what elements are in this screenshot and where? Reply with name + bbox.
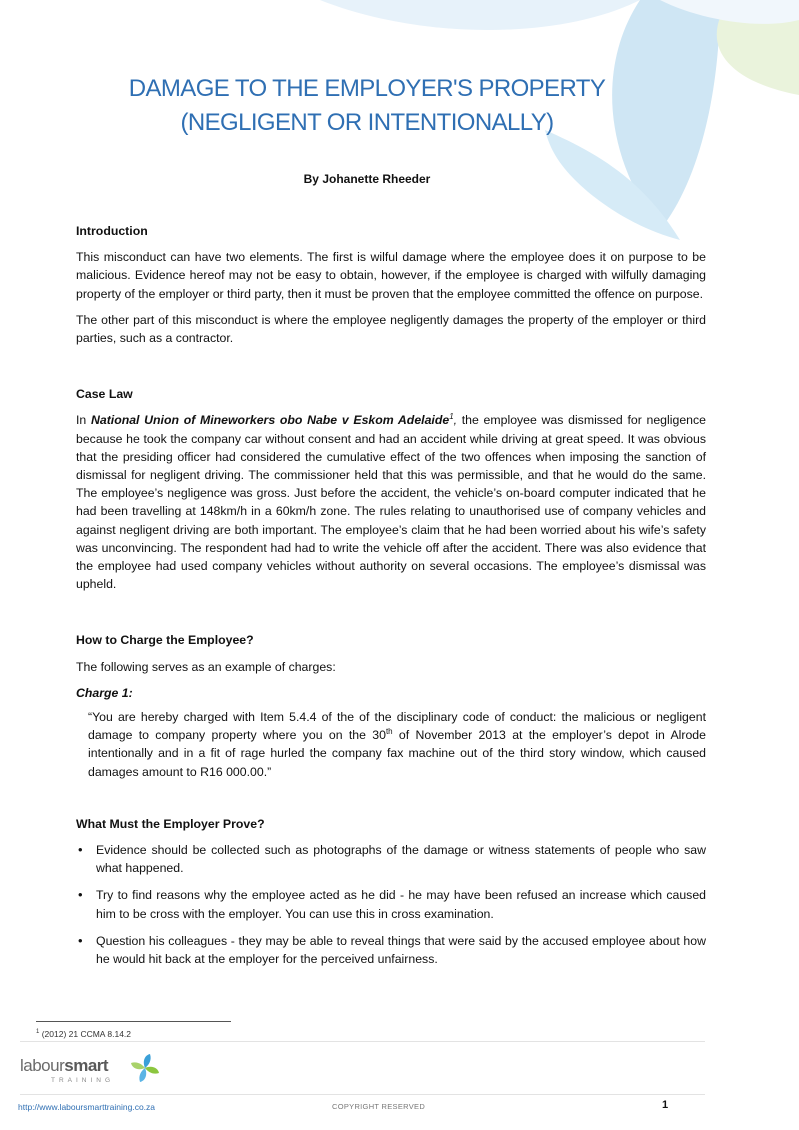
footer-copyright: COPYRIGHT RESERVED <box>332 1102 426 1111</box>
charge-section <box>76 631 706 780</box>
introduction-section <box>76 222 706 347</box>
document-body <box>76 222 706 977</box>
footnote-number: 1 <box>36 1029 40 1036</box>
charge-quote-part-1: “You are hereby charged with Item 5.4.4 of the of the disciplinary code of conduct: the malicious or negligent damage to company property where you on the 30 <box>88 710 706 743</box>
author-byline: By Johanette Rheeder <box>303 172 431 186</box>
prove-bullet-list <box>76 841 706 968</box>
list-item-text: Question his colleagues - they may be able to reveal things that were said by the accused employee about how he would hit back at the employer for the perceived unfairness. <box>96 933 706 967</box>
document-title <box>76 72 658 140</box>
background-blue-petal <box>320 0 640 30</box>
bullet-icon: • <box>78 932 83 948</box>
logo-subtitle: TRAINING <box>51 1077 115 1084</box>
charge-quote-part-2: of November 2013 at the employer’s depot in Alrode intentionally and in a fit of rage hurled the company fax machine out of the third story window, which caused damages amount to R16 000.00.” <box>88 728 706 779</box>
list-item <box>76 841 706 877</box>
bullet-icon: • <box>78 842 83 858</box>
footnote <box>36 1029 131 1039</box>
charge-label: Charge 1: <box>76 685 133 700</box>
logo-word-light: labour <box>20 1056 65 1075</box>
footnote-reference: 1 <box>449 412 454 422</box>
footer-divider-top <box>20 1041 705 1042</box>
list-item-text: Evidence should be collected such as photographs of the damage or witness statements of people who saw what happened. <box>96 843 706 876</box>
charge-quote-ordinal: th <box>385 727 393 737</box>
bullet-icon: • <box>78 887 83 903</box>
employer-prove-section <box>76 815 706 968</box>
list-item <box>76 886 706 922</box>
case-law-heading: Case Law <box>76 387 133 402</box>
employer-prove-heading: What Must the Employer Prove? <box>76 816 265 831</box>
citation-comma: , <box>453 413 458 428</box>
introduction-heading: Introduction <box>76 224 148 238</box>
case-law-section <box>76 385 706 593</box>
footnote-text: (2012) 21 CCMA 8.14.2 <box>39 1029 132 1039</box>
footer-divider-bottom <box>20 1094 705 1095</box>
footer-website-link[interactable]: http://www.laboursmarttraining.co.za <box>18 1102 156 1112</box>
logo-pinwheel-icon <box>130 1053 160 1083</box>
logo-word-bold: smart <box>64 1056 109 1075</box>
list-item <box>76 932 706 968</box>
logo-wordmark <box>20 1056 108 1076</box>
title-line-1: DAMAGE TO THE EMPLOYER'S PROPERTY <box>128 75 606 102</box>
introduction-paragraph-1: This misconduct can have two elements. The first is wilful damage where the employee does it on purpose to be malicious. Evidence hereof may not be easy to obtain, however, if the employee is charged with wilfully damaging property of the employer or third party, then it must be proven that the employee committed the offence on purpose. <box>76 250 706 301</box>
charge-heading: How to Charge the Employee? <box>76 633 254 648</box>
case-law-paragraph <box>76 411 706 593</box>
title-line-2: (NEGLIGENT OR INTENTIONALLY) <box>180 109 554 136</box>
list-item-text: Try to find reasons why the employee acted as he did - he may have been refused an increase which caused him to be cross with the employer. You can use this in cross examination. <box>96 888 706 921</box>
charge-intro: The following serves as an example of charges: <box>76 659 336 674</box>
case-law-lead: In <box>76 413 87 428</box>
page-number: 1 <box>662 1099 669 1111</box>
charge-quote <box>88 708 706 781</box>
introduction-paragraph-2: The other part of this misconduct is where the employee negligently damages the property of the employer or third parties, such as a contractor. <box>76 312 706 346</box>
case-law-body: the employee was dismissed for negligence because he took the company car without consent and had an accident while driving at great speed. It was obvious that the presiding officer had considered the cumulative effect of the two offences when imposing the sanction of dismissal for negligent driving. The commissioner held that this was permissible, and that he would do the same. The employee’s negligence was gross. Just before the accident, the vehicle’s on-board computer indicated that he had been travelling at 148km/h in a 60km/h zone. The rules relating to unauthorised use of company vehicles and against negligent driving are both important. The employee’s claim that he had been worried about his wife’s safety was unconvincing. The respondent had had to write the vehicle off after the accident. There was also evidence that the employee had used company vehicles without authority on several occasions. The employee’s dismissal was upheld. <box>76 413 706 592</box>
footnote-divider <box>36 1021 231 1022</box>
case-citation: National Union of Mineworkers obo Nabe v Eskom Adelaide <box>90 413 450 428</box>
